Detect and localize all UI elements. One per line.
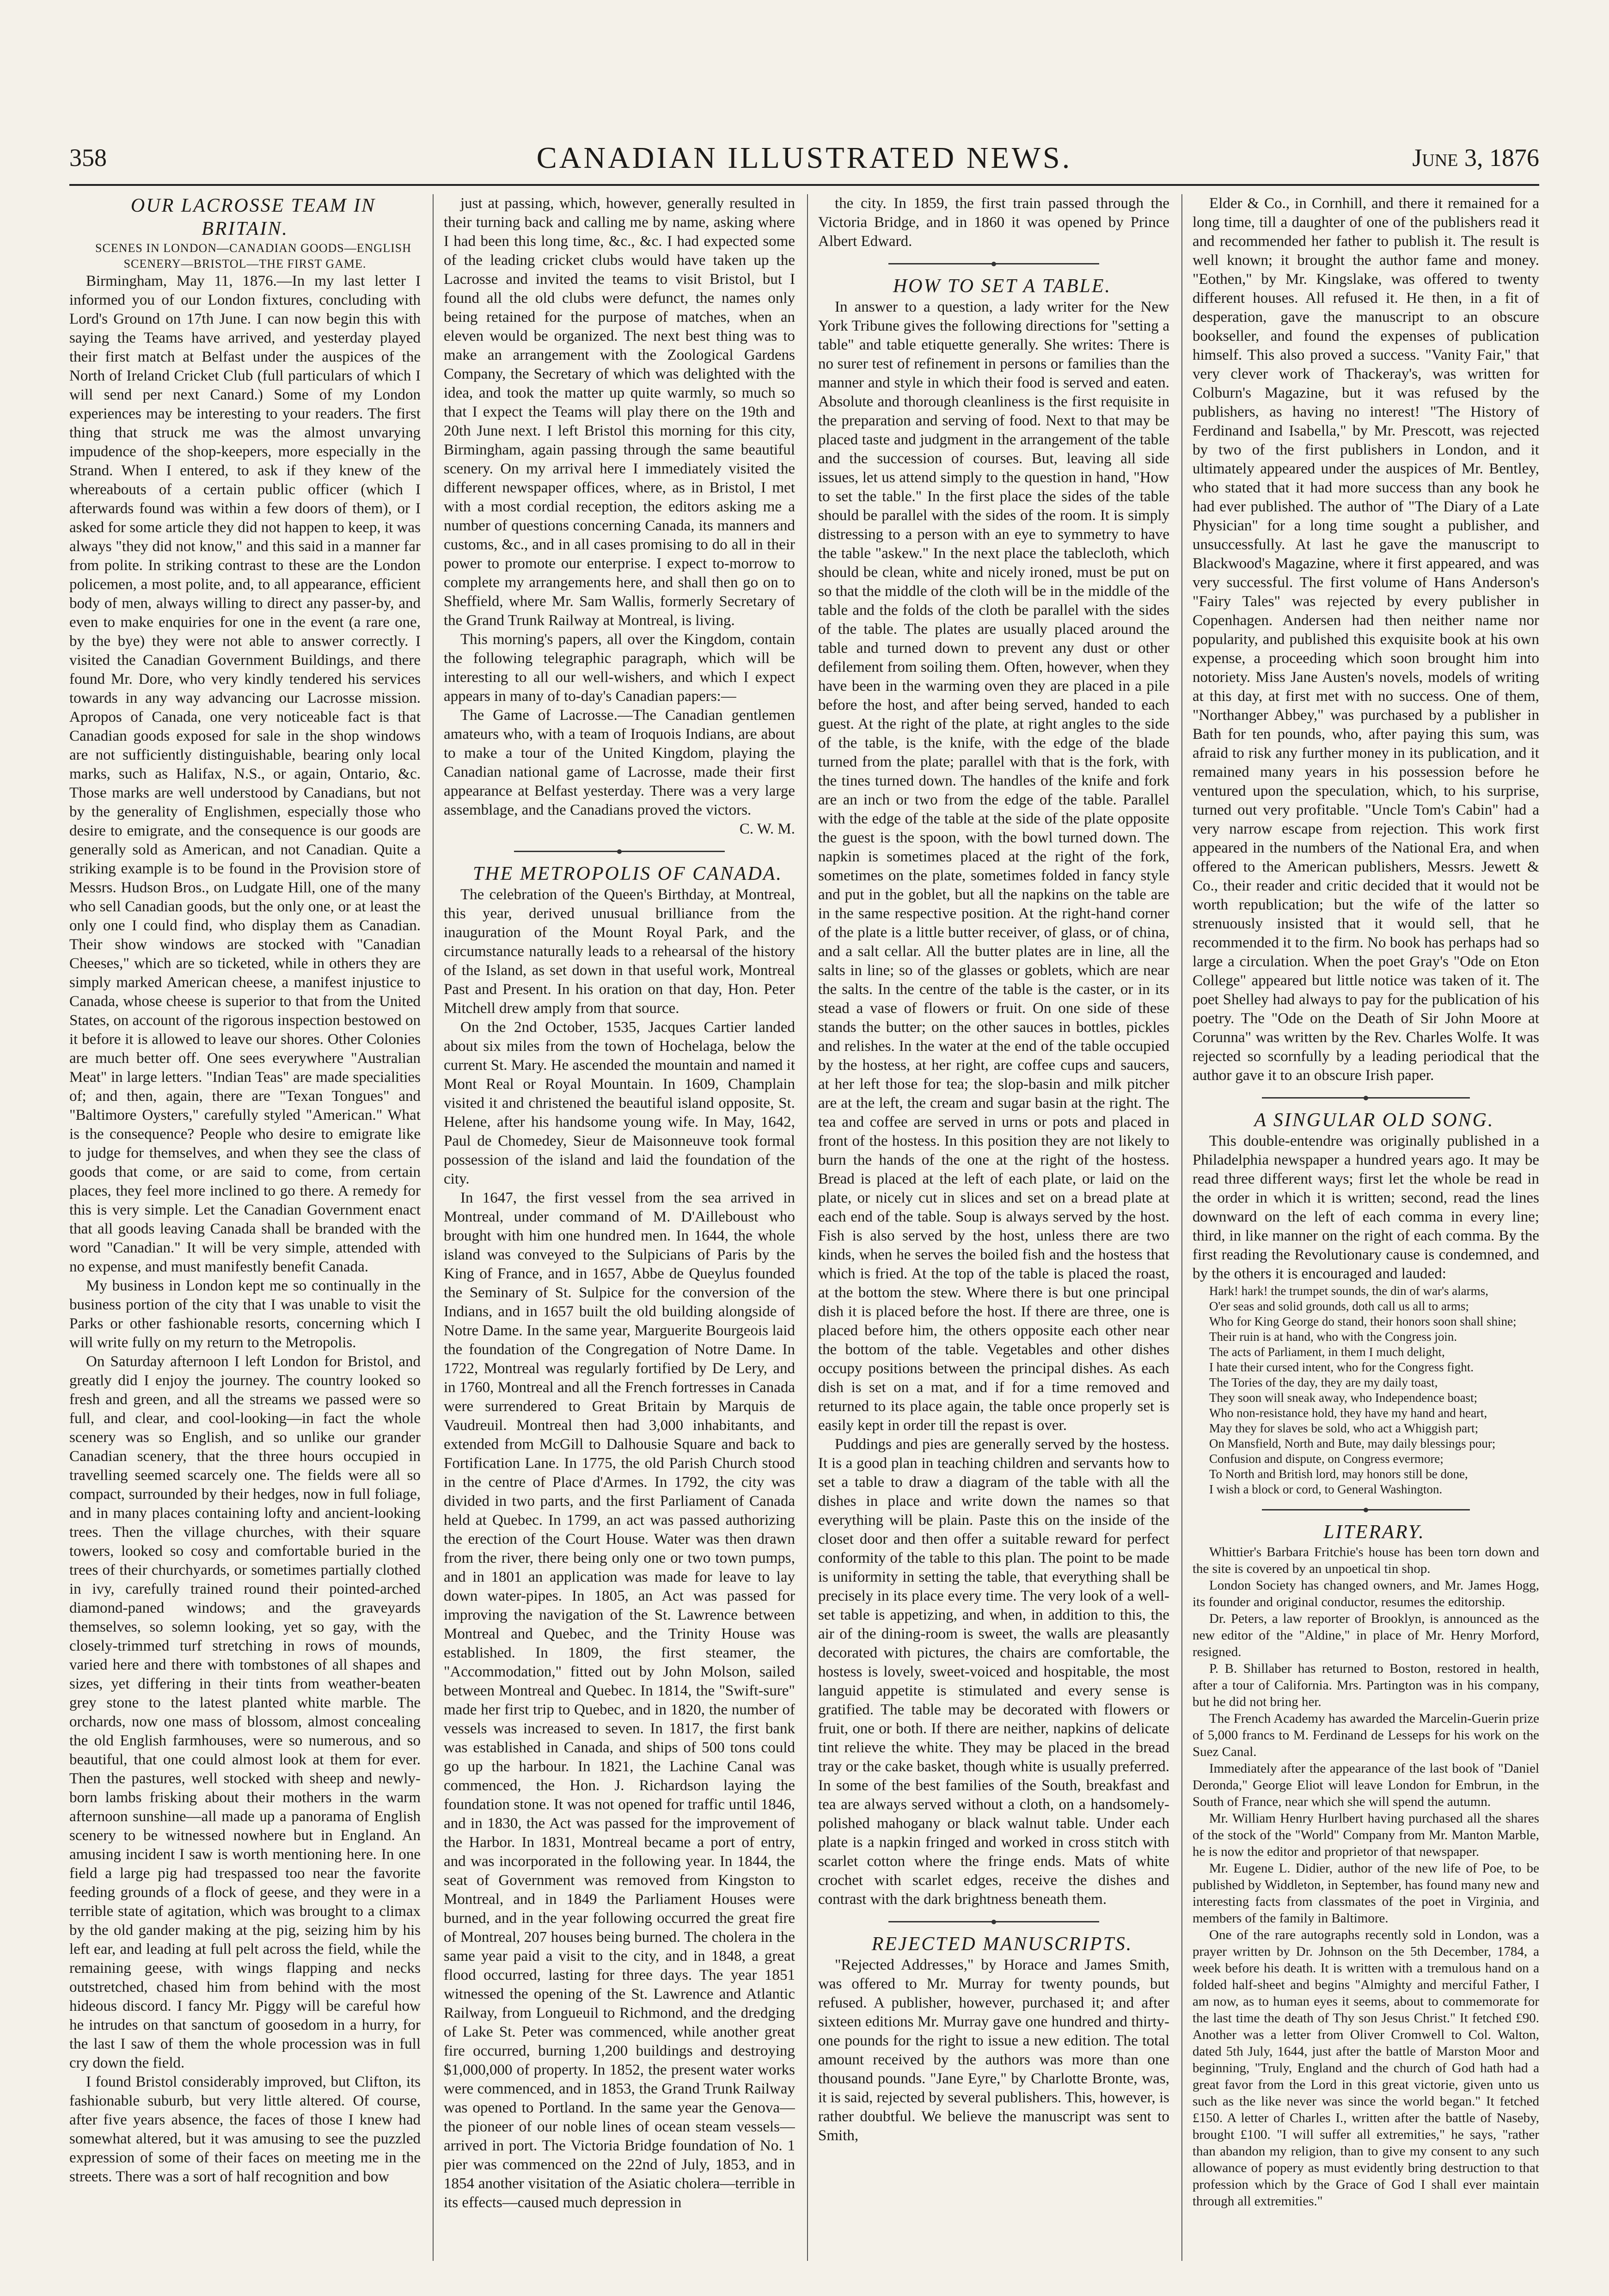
paragraph: I found Bristol considerably improved, but Clifton, its fashionable suburb, but very little altered. Of course, after five years absence, the faces of those I knew had somewhat altered, but it was amusing to see the puzzled expression of some of their faces on meeting me in the streets. There was a sort of half recognition and bow [69,2074,421,2185]
verse-line: The acts of Parliament, in them I much delight, [1209,1345,1445,1359]
section-separator [888,1921,1099,1922]
signature: C. W. M. [739,821,795,837]
section-separator [514,851,725,852]
literary-item: Mr. William Henry Hurlbert having purchased all the shares of the stock of the "World" Company from Mr. Manton Marble, he is now the editor and proprietor of that newspaper. [1193,1811,1539,1859]
column-rule [807,194,808,2261]
column-1 [69,194,421,2261]
article-title-literary: LITERARY. [1323,1522,1425,1543]
section-separator [888,263,1099,264]
literary-item: Immediately after the appearance of the last book of "Daniel Deronda," George Eliot will leave London for Embrun, in the South of France, near which she will spend the autumn. [1193,1761,1539,1809]
verse-line: Their ruin is at hand, who with the Congress join. [1209,1330,1457,1344]
paragraph: Puddings and pies are generally served by the hostess. It is a good plan in teaching children and servants how to set a table to draw a diagram of the table with all the dishes in place and write down the names so that everything will be plain. Paste this on the inside of the closet door and then offer a suitable reward for perfect conformity of the table to this plan. The point to be made is uniformity in setting the table, that everything shall be precisely in its place every time. The very look of a well-set table is appetizing, and when, in addition to this, the air of the dining-room is sweet, the walls are pleasantly decorated with pictures, the chairs are comfortable, the hostess is lovely, sweet-voiced and hospitable, the most languid appetite is stimulated and every sense is gratified. The table may be decorated with flowers or fruit, one or both. If there are neither, napkins of delicate tint relieve the white. They may be placed in the bread tray or the cake basket, though white is usually preferred. In some of the best families of the South, breakfast and tea are always served without a cloth, on a handsomely-polished mahogany or black walnut table. Under each plate is a napkin fringed and worked in cross stitch with scarlet cotton where the fringe ends. Mats of white crochet with scarlet edges, receive the dishes and contrast with the dark brightness beneath them. [818,1436,1169,1908]
issue-date: June 3, 1876 [1412,144,1539,172]
paragraph: My business in London kept me so continually in the business portion of the city that I was unable to visit the Parks or other fashionable resorts, concerning which I will write fully on my return to the Metropolis. [69,1277,421,1351]
paragraph: This double-entendre was originally published in a Philadelphia newspaper a hundred years ago. It may be read three different ways; first let the whole be read in the order in which it is written; second, read the lines downward on the left of each comma in every line; third, in like manner on the right of each comma. By the first reading the Revolutionary cause is condemned, and by the others it is encouraged and lauded: [1193,1133,1539,1282]
article-title-song: A SINGULAR OLD SONG. [1254,1110,1494,1131]
column-4 [1193,194,1539,2261]
page-number: 358 [69,144,107,172]
literary-item: One of the rare autographs recently sold in London, was a prayer written by Dr. Johnson on the 5th December, 1784, a week before his death. It is written with a tremulous hand on a folded half-sheet and begins "Almighty and merciful Father, I am now, as to human eyes it seems, about to commemorate for the last time the death of Thy son Jesus Christ." It fetched £90. Another was a letter from Oliver Cromwell to Col. Walton, dated 5th July, 1644, just after the battle of Marston Moor and beginning, "Truly, England and the church of God hath had a great favor from the Lord in this great victorie, given unto us such as the like never was since the world began." It fetched £150. A letter of Charles I., written after the battle of Naseby, brought £100. "I will suffer all extremities," he says, "rather than abandon my religion, than to give my consent to any such allowance of popery as must evidently bring destruction to that profession which by the Grace of God I shall ever maintain through all extremities." [1193,1928,1539,2209]
paragraph: Birmingham, May 11, 1876.—In my last letter I informed you of our London fixtures, concluding with Lord's Ground on 17th June. I can now begin this with saying the Teams have arrived, and yesterday played their first match at Belfast under the auspices of the North of Ireland Cricket Club (full particulars of which I will send per next Canard.) Some of my London experiences may be interesting to your readers. The first thing that struck me was the almost unvarying impudence of the shop-keepers, more especially in the Strand. When I entered, to ask if they knew of the whereabouts of a certain public officer (which I afterwards found was within a few doors of them), or I asked for some article they did not happen to keep, it was always "they did not know," and this said in a manner far from polite. In striking contrast to these are the London policemen, a most polite, and, to all appearance, efficient body of men, always willing to direct any passer-by, and even to make enquiries for one in the event (a rare one, by the bye) they were not able to answer correctly. I visited the Canadian Government Buildings, and there found Mr. Dore, who very kindly tendered his services towards in any way advancing our Lacrosse mission. Apropos of Canada, one very noticeable fact is that Canadian goods exposed for sale in the shop windows are not sufficiently distinguishable, bearing only local marks, such as Halifax, N.S., or again, Ontario, &c. Those marks are well understood by Canadians, but not by the generality of Englishmen, especially those who desire to emigrate, and the consequence is our goods are generally sold as American, and not Canadian. Quite a striking example is to be found in the Provision store of Messrs. Hudson Bros., on Ludgate Hill, one of the many who sell Canadian goods, but the only one, or at least the only one I could find, who display them as Canadian. Their show windows are stocked with "Canadian Cheeses," which are so ticketed, while in others they are simply marked American cheese, a manifest injustice to Canada, whose cheese is superior to that from the United States, on account of the rigorous inspection bestowed on it before it is allowed to leave our shores. Other Colonies are much better off. One sees everywhere "Australian Meat" in large letters. "Indian Teas" are made specialities of; and then, again, there are "Texan Tongues" and "Baltimore Oysters," carefully styled "American." What is the consequence? People who desire to emigrate like to judge for themselves, and when they see the class of goods that come, or are said to come, from certain places, they feel more inclined to go there. A remedy for this is very simple. Let the Canadian Government enact that all goods leaving Canada shall be branded with the word "Canadian." It will be very simple, attended with no expense, and must manifestly benefit Canada. [69,273,421,1275]
article-title-metropolis: THE METROPOLIS OF CANADA. [473,863,783,884]
column-rule [433,194,434,2261]
header-rule [69,184,1539,186]
paragraph: On the 2nd October, 1535, Jacques Cartier landed about six miles from the town of Hochelaga, below the current St. Mary. He ascended the mountain and named it Mont Real or Royal Mountain. In 1609, Champlain visited it and christened the beautiful island opposite, St. Helene, after his handsome young wife. In May, 1642, Paul de Chomedey, Sieur de Maisonneuve took formal possession of the island and laid the foundation of the city. [444,1019,795,1187]
literary-item: P. B. Shillaber has returned to Boston, restored in health, after a tour of California. Mrs. Partington was in his company, but he did not bring her. [1193,1661,1539,1709]
verse-line: O'er seas and solid grounds, doth call us all to arms; [1209,1299,1469,1313]
section-separator [1262,1097,1470,1099]
paragraph: just at passing, which, however, generally resulted in their turning back and calling me by name, asking where I had been this long time, &c., &c. I had expected some of the leading cricket clubs would have taken up the Lacrosse and invited the teams to visit Bristol, but I found all the old clubs were defunct, the names only being retained for the purpose of matches, when an eleven would be organized. The next best thing was to make an arrangement with the Zoological Gardens Company, the Secretary of which was delighted with the idea, and took the matter up quite warmly, so much so that I expect the Teams will play there on the 19th and 20th June next. I left Bristol this morning for this city, Birmingham, again passing through the same beautiful scenery. On my arrival here I immediately visited the different newspaper offices, where, as in Bristol, I met with a most cordial reception, the editors asking me a number of questions concerning Canada, its manners and customs, &c., and in all cases promising to do all in their power to promote our enterprise. I expect to-morrow to complete my arrangements here, and shall then go on to Sheffield, where Mr. Sam Wallis, formerly Secretary of the Grand Trunk Railway at Montreal, is living. [444,195,795,629]
article-title-lacrosse: OUR LACROSSE TEAM IN BRITAIN. [130,195,376,239]
verse-line: Who non-resistance hold, they have my hand and heart, [1209,1406,1487,1420]
literary-item: Dr. Peters, a law reporter of Brooklyn, is announced as the new editor of the "Aldine," in place of Mr. Henry Morford, resigned. [1193,1611,1539,1659]
verse-line: May they for slaves be sold, who act a Whiggish part; [1209,1421,1479,1435]
columns [69,194,1539,2261]
column-2 [444,194,795,2261]
literary-item: London Society has changed owners, and Mr. James Hogg, its founder and original conductor, resumes the editorship. [1193,1578,1539,1609]
verse-line: Hark! hark! the trumpet sounds, the din of war's alarms, [1209,1284,1488,1298]
paragraph: In 1647, the first vessel from the sea arrived in Montreal, under command of M. D'Ailleboust who brought with him one hundred men. In 1644, the whole island was conveyed to the Sulpicians of Paris by the King of France, and in 1657, Abbe de Queylus founded the Seminary of St. Sulpice for the conversion of the Indians, and in 1657 built the old building alongside of Notre Dame. In the same year, Marguerite Bourgeois laid the foundation of the Congregation of Notre Dame. In 1722, Montreal was regularly fortified by De Lery, and in 1760, Montreal and all the French fortresses in Canada were surrendered to Great Britain by Marquis de Vaudreuil. Montreal then had 3,000 inhabitants, and extended from McGill to Dalhousie Square and back to Fortification Lane. In 1775, the old Parish Church stood in the centre of Place d'Armes. In 1792, the city was divided in two parts, and the first Parliament of Canada held at Quebec. In 1799, an act was passed authorizing the erection of the Court House. Water was then drawn from the river, there being only one or two town pumps, and in 1801 an application was made for leave to lay down water-pipes. In 1805, an Act was passed for improving the navigation of the St. Lawrence between Montreal and Quebec, and the Trinity House was established. In 1809, the first steamer, the "Accommodation," fitted out by John Molson, sailed between Montreal and Quebec. In 1814, the "Swift-sure" made her first trip to Quebec, and in 1820, the number of vessels was increased to seven. In 1817, the first bank was established in Canada, and ships of 500 tons could go up the harbour. In 1821, the Lachine Canal was commenced, the Hon. J. Richardson laying the foundation stone. It was not opened for traffic until 1846, and in 1830, the Act was passed for the improvement of the Harbor. In 1831, Montreal became a port of entry, and was incorporated in the following year. In 1844, the seat of Government was removed from Kingston to Montreal, and in 1849 the Parliament Houses were burned, and in the year following occurred the great fire of Montreal, 207 houses being burned. The cholera in the same year paid a visit to the city, and in 1848, a great flood occurred, lasting for three days. The year 1851 witnessed the opening of the St. Lawrence and Atlantic Railway, from Longueuil to Richmond, and the dredging of Lake St. Peter was commenced, while another great fire occurred, burning 1,200 buildings and destroying $1,000,000 of property. In 1852, the present water works were commenced, and in 1853, the Grand Trunk Railway was opened to Portland. In the same year the Genova—the pioneer of our noble lines of ocean steam vessels—arrived in port. The Victoria Bridge foundation of No. 1 pier was commenced on the 22nd of July, 1853, and in 1854 another visitation of the Asiatic cholera—terrible in its effects—caused much depression in [444,1190,795,2211]
verse-line: They soon will sneak away, who Independence boast; [1209,1391,1478,1405]
paragraph: the city. In 1859, the first train passed through the Victoria Bridge, and in 1860 it was opened by Prince Albert Edward. [818,195,1169,250]
verse-line: The Tories of the day, they are my daily toast, [1209,1375,1438,1389]
paragraph: Elder & Co., in Cornhill, and there it remained for a long time, till a daughter of one of the publishers read it and recommended her father to publish it. The result is well known; it brought the author fame and money. "Eothen," by Mr. Kingslake, was offered to twenty different houses. All refused it. He then, in a fit of desperation, gave the manuscript to an obscure bookseller, and found the expenses of publication himself. This also proved a success. "Vanity Fair," that very clever work of Thackeray's, was written for Colburn's Magazine, but it was refused by the publishers, as having no interest! "The History of Ferdinand and Isabella," by Mr. Prescott, was rejected by two of the first publishers in London, and it ultimately appeared under the auspices of Mr. Bentley, who stated that it had more success than any book he had ever published. The author of "The Diary of a Late Physician" for a long time sought a publisher, and unsuccessfully. At last he gave the manuscript to Blackwood's Magazine, where it first appeared, and was very successful. The first volume of Hans Anderson's "Fairy Tales" was rejected by every publisher in Copenhagen. Andersen had then neither name nor popularity, and published this exquisite book at his own expense, a proceeding which soon brought him into notoriety. Miss Jane Austen's novels, models of writing at this day, at first met with no success. One of them, "Northanger Abbey," was purchased by a publisher in Bath for ten pounds, who, after paying this sum, was afraid to risk any further money in its publication, and it remained many years in his possession before he ventured upon the speculation, which, to his surprise, turned out very profitable. "Uncle Tom's Cabin" had a very narrow escape from rejection. This work first appeared in the numbers of the National Era, and when offered to the American publishers, Messrs. Jewett & Co., their reader and critic decided that it would not be worth republication; but the wife of the latter so strenuously insisted that it would sell, that he recommended it to the firm. No book has perhaps had so large a circulation. When the poet Gray's "Ode on Eton College" appeared but little notice was taken of it. The poet Shelley had always to pay for the publication of his poetry. The "Ode on the Death of Sir John Moore at Corunna" was written by the Rev. Charles Wolfe. It was rejected so scornfully by a leading periodical that the author gave it to an obscure Irish paper. [1193,195,1539,1084]
paragraph: The Game of Lacrosse.—The Canadian gentlemen amateurs who, with a team of Iroquois Indians, are about to make a tour of the United Kingdom, playing the Canadian national game of Lacrosse, made their first appearance at Belfast yesterday. There was a very large assemblage, and the Canadians proved the victors. [444,707,795,818]
verse-line: To North and British lord, may honors still be done, [1209,1467,1468,1481]
paragraph: This morning's papers, all over the Kingdom, contain the following telegraphic paragraph, which will be interesting to all our well-wishers, and which I expect appears in many of to-day's Canadian papers:— [444,631,795,705]
page-header [69,139,1539,180]
verse-line: Confusion and dispute, on Congress evermore; [1209,1452,1444,1466]
paragraph: In answer to a question, a lady writer for the New York Tribune gives the following directions for "setting a table" and table etiquette generally. She writes: There is no surer test of refinement in persons or families than the manner and style in which their food is served and eaten. Absolute and thorough cleanliness is the first requisite in the preparation and serving of food. Next to that may be placed taste and judgment in the arrangement of the table and the succession of courses. But, leaving all side issues, let us attend simply to the question in hand, "How to set the table." In the first place the sides of the table should be parallel with the sides of the room. It is simply distressing to a person with an eye to symmetry to have the table "askew." In the next place the tablecloth, which should be clean, white and nicely ironed, must be put on so that the middle of the cloth will be in the middle of the table and the folds of the cloth be parallel with the sides of the table. The plates are usually placed around the table and turned down to prevent any dust or other defilement from soiling them. Often, however, when they have been in the warming oven they are placed in a pile before the host, and after being served, handed to each guest. At the right of the plate, at right angles to the side of the table, is the knife, with the edge of the blade turned from the plate; parallel with that is the fork, with the tines turned down. The handles of the knife and fork are an inch or two from the edge of the table. Parallel with the edge of the table at the side of the plate opposite the guest is the spoon, with the bowl turned down. The napkin is sometimes placed at the right of the fork, sometimes on the plate, sometimes folded in fancy style and put in the goblet, but all the napkins on the table are in the same respective position. At the right-hand corner of the plate is a little butter receiver, of glass, or of china, and a salt cellar. All the butter plates are in line, all the salts in line; so of the glasses or goblets, which are near the salts. In the centre of the table is the caster, or in its stead a vase of flowers or fruit. On one side of these stands the butter; on the other sauces in bottles, pickles and relishes. In the water at the end of the table occupied by the hostess, at her right, are coffee cups and saucers, at her left those for tea; the slop-basin and milk pitcher are at the left, the cream and sugar basin at the right. The tea and coffee are served in urns or pots and placed in front of the hostess. In this position they are not likely to burn the hands of the one at the right of the hostess. Bread is placed at the left of each plate, or laid on the plate, or nicely cut in slices and set on a bread plate at each end of the table. Soup is always served by the host. Fish is also served by the host, unless there are two kinds, when he serves the boiled fish and the hostess that which is fried. At the top of the table is placed the roast, at the bottom the stew. Where there is but one principal dish it is placed before the host. If there are three, one is placed before him, the others opposite each other near the bottom of the table. Vegetables and other dishes occupy positions between the principal dishes. As each dish is set on a mat, and if for a time removed and returned to its place again, the table once properly set is easily kept in order till the repast is over. [818,299,1169,1434]
literary-item: Whittier's Barbara Fritchie's house has been torn down and the site is covered by an unpoetical tin shop. [1193,1545,1539,1576]
verse-line: On Mansfield, North and Bute, may daily blessings pour; [1209,1437,1496,1450]
column-3 [818,194,1169,2261]
column-rule [1181,194,1182,2261]
verse-line: I hate their cursed intent, who for the Congress fight. [1209,1360,1474,1374]
paragraph: "Rejected Addresses," by Horace and James Smith, was offered to Mr. Murray for twenty pounds, but refused. A publisher, however, purchased it; and after sixteen editions Mr. Murray gave one hundred and thirty-one pounds for the right to issue a new edition. The total amount received by the authors was more than one thousand pounds. "Jane Eyre," by Charlotte Bronte, was, it is said, rejected by several publishers. This, however, is rather doubtful. We believe the manuscript was sent to Smith, [818,1957,1169,2144]
literary-item: The French Academy has awarded the Marcelin-Guerin prize of 5,000 francs to M. Ferdinand de Lesseps for his work on the Suez Canal. [1193,1711,1539,1759]
verse-line: I wish a block or cord, to General Washington. [1209,1482,1443,1496]
article-subhead-lacrosse: SCENES IN LONDON—CANADIAN GOODS—ENGLISH SCENERY—BRISTOL—THE FIRST GAME. [95,241,411,270]
section-separator [1262,1509,1470,1510]
paragraph: The celebration of the Queen's Birthday, at Montreal, this year, derived unusual brilliance from the inauguration of the Mount Royal Park, and the circumstance naturally leads to a rehearsal of the history of the Island, as set down in that useful work, Montreal Past and Present. In his oration on that day, Hon. Peter Mitchell drew amply from that source. [444,886,795,1017]
paragraph: On Saturday afternoon I left London for Bristol, and greatly did I enjoy the journey. The country looked so fresh and green, and all the streams we passed were so full, and clear, and cool-looking—in fact the whole scenery was so English, and so unlike our grander Canadian scenery, that the three hours occupied in travelling seemed scarcely one. The fields were all so compact, surrounded by their hedges, now in full foliage, and in many places containing lofty and ancient-looking trees. Then the village churches, with their square towers, looked so cosy and comfortable buried in the trees of their churchyards, or sometimes partially clothed in ivy, carefully trained round their pointed-arched diamond-paned windows; and the graveyards themselves, so solemn looking, yet so gay, with the closely-trimmed turf stretching in rows of mounds, varied here and there with tombstones of all shapes and sizes, yet differing in their tints from weather-beaten grey stone to the latest planted white marble. The orchards, now one mass of blossom, almost concealing the old English farmhouses, were so numerous, and so beautiful, that one could almost look at them for ever. Then the pastures, well stocked with sheep and newly-born lambs frisking about their mothers in the warm afternoon sunshine—all made up a panorama of English scenery to be witnessed nowhere but in England. An amusing incident I saw is worth mentioning here. In one field a large pig had trespassed too near the favorite feeding grounds of a flock of geese, and they were in a terrible state of agitation, which was brought to a climax by the old gander making at the pig, seizing him by his left ear, and leading at full pelt across the field, while the remaining geese, with wings flapping and necks outstretched, chased him from behind with the most hideous discord. I fancy Mr. Piggy will be careful how he intrudes on that sanctum of goosedom in a hurry, for the last I saw of them the whole procession was in full cry down the field. [69,1353,421,2071]
article-title-table: HOW TO SET A TABLE. [893,276,1112,297]
verse-line: Who for King George do stand, their honors soon shall shine; [1209,1314,1517,1328]
article-title-rejected: REJECTED MANUSCRIPTS. [871,1934,1133,1955]
masthead: CANADIAN ILLUSTRATED NEWS. [536,141,1072,175]
literary-item: Mr. Eugene L. Didier, author of the new life of Poe, to be published by Widdleton, in September, has found many new and interesting facts from classmates of the poet in Virginia, and members of the family in Baltimore. [1193,1861,1539,1926]
